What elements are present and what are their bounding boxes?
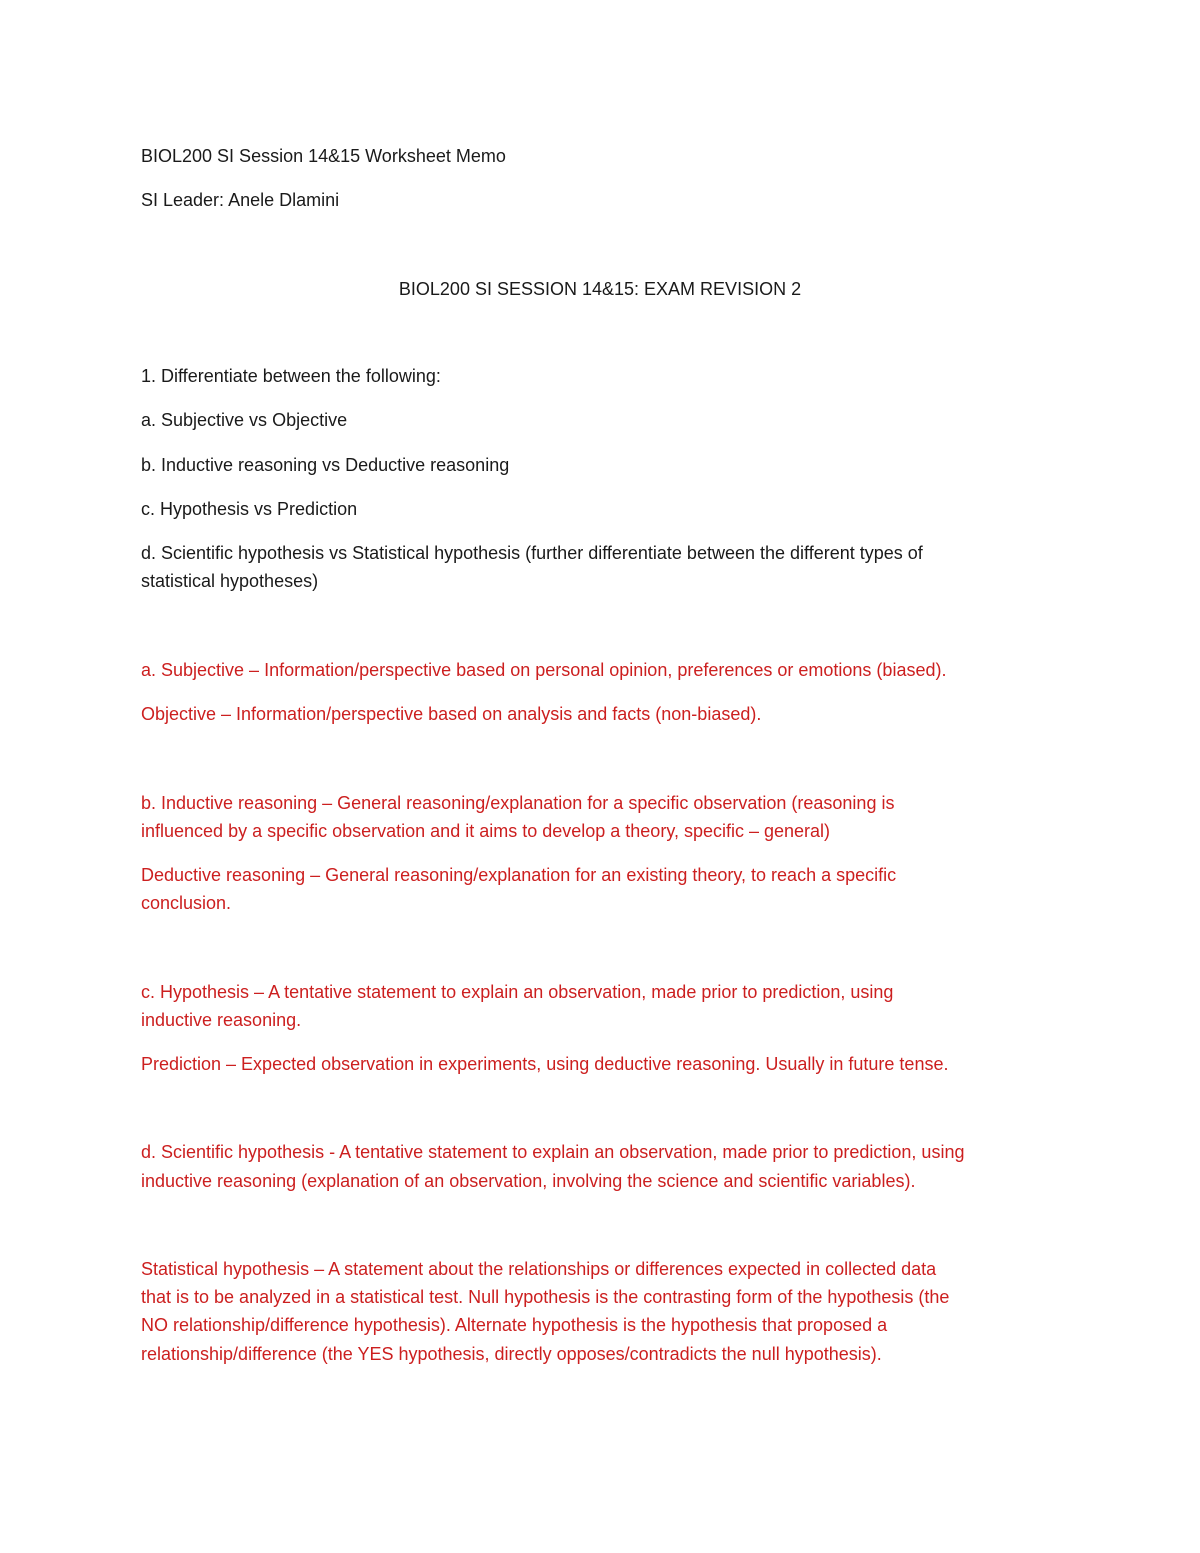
answer-c-prediction: Prediction – Expected observation in experiments, using deductive reasoning. Usually in future tense.: [141, 1054, 949, 1074]
question-item-d: d. Scientific hypothesis vs Statistical hypothesis (further differentiate between the different types of: [141, 543, 923, 563]
answer-c-hypothesis-continued: inductive reasoning.: [141, 1010, 302, 1030]
question-item-c: c. Hypothesis vs Prediction: [141, 499, 358, 519]
answer-b-inductive-continued: influenced by a specific observation and it aims to develop a theory, specific – general): [141, 821, 831, 841]
document-title: BIOL200 SI Session 14&15 Worksheet Memo: [141, 146, 506, 166]
answer-c-hypothesis: c. Hypothesis – A tentative statement to explain an observation, made prior to prediction, using: [141, 982, 894, 1002]
answer-b-deductive-continued: conclusion.: [141, 893, 232, 913]
answer-d-statistical: Statistical hypothesis – A statement about the relationships or differences expected in collected data: [141, 1259, 937, 1279]
answer-d-statistical-continued-3: relationship/difference (the YES hypothesis, directly opposes/contradicts the null hypothesis).: [141, 1344, 882, 1364]
answer-a-subjective: a. Subjective – Information/perspective based on personal opinion, preferences or emotions (biased).: [141, 660, 947, 680]
answer-a-objective: Objective – Information/perspective based on analysis and facts (non-biased).: [141, 704, 762, 724]
question-prompt: 1. Differentiate between the following:: [141, 366, 441, 386]
answer-d-statistical-continued-2: NO relationship/difference hypothesis). Alternate hypothesis is the hypothesis that proposed a: [141, 1315, 888, 1335]
question-item-b: b. Inductive reasoning vs Deductive reasoning: [141, 455, 510, 475]
answer-b-deductive: Deductive reasoning – General reasoning/explanation for an existing theory, to reach a specific: [141, 865, 897, 885]
answer-d-scientific: d. Scientific hypothesis - A tentative statement to explain an observation, made prior to prediction, using: [141, 1142, 965, 1162]
section-heading: BIOL200 SI SESSION 14&15: EXAM REVISION 2: [398, 279, 802, 299]
answer-b-inductive: b. Inductive reasoning – General reasoning/explanation for a specific observation (reasoning is: [141, 793, 895, 813]
si-leader: SI Leader: Anele Dlamini: [141, 190, 340, 210]
answer-d-statistical-continued-1: that is to be analyzed in a statistical test. Null hypothesis is the contrasting form of the hypothesis (the: [141, 1287, 950, 1307]
question-item-a: a. Subjective vs Objective: [141, 410, 348, 430]
answer-d-scientific-continued: inductive reasoning (explanation of an observation, involving the science and scientific variables).: [141, 1171, 916, 1191]
question-item-d-continued: statistical hypotheses): [141, 571, 319, 591]
